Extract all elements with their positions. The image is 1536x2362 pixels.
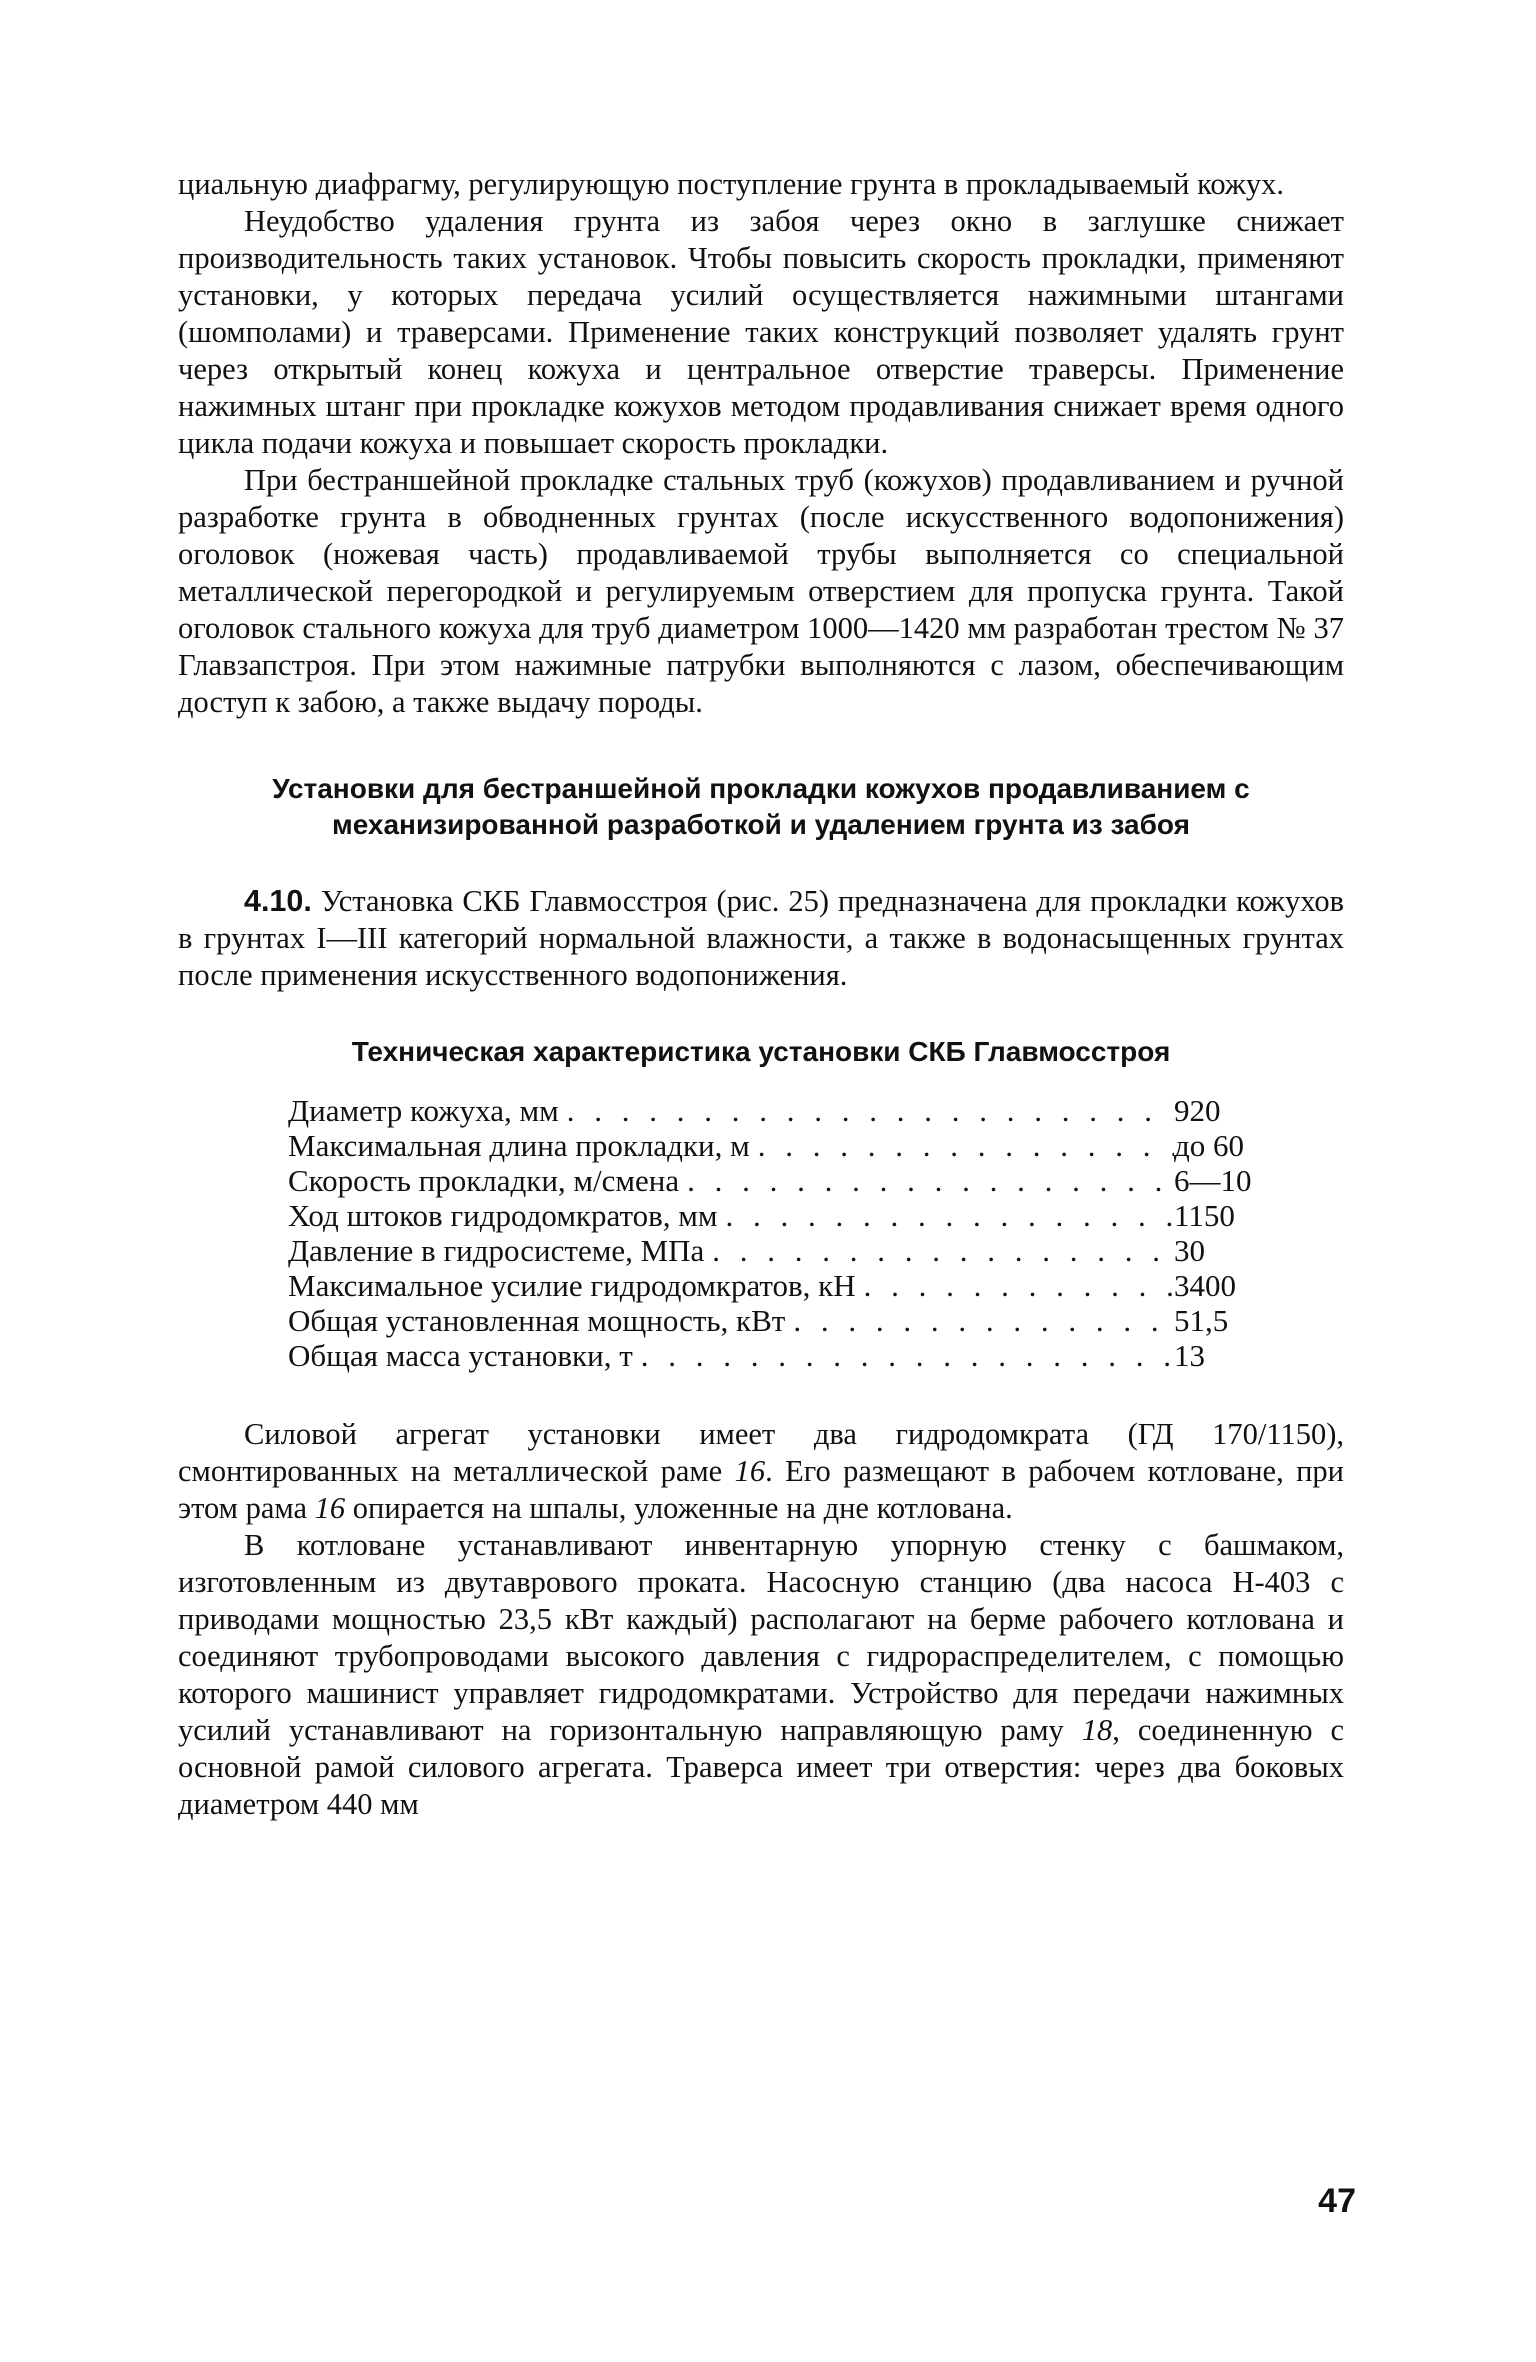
paragraph-3: При бестраншейной прокладке стальных труб (кожухов) продавливанием и ручной разработке грунта в обводненных грунтах (после искусственного водопонижения) оголовок (ножевая часть) продавливаемой трубы выполняется со специальной металлической перегородкой и регулируемым отверстием для пропуска грунта. Такой оголовок стального кожуха для труб диаметром 1000—1420 мм разработан трестом № 37 Главзапстроя. При этом нажимные патрубки выполняются с лазом, обеспечивающим доступ к забою, а также выдачу породы. [178, 463, 1344, 719]
spec-row [288, 1232, 1254, 1267]
leader-dots [785, 1302, 1174, 1339]
spec-label: Диаметр кожуха, мм [288, 1093, 559, 1128]
paragraph-4-text: Установка СКБ Главмосстроя (рис. 25) предназначена для прокладки кожухов в грунтах I—III категорий нормальной влажности, а также в водонасыщенных грунтах после применения искусственного водопонижения. [178, 884, 1344, 992]
paragraph-6-part: В котловане устанавливают инвентарную упорную стенку с башмаком, изготовленным из двутаврового проката. Насосную станцию (два насоса Н-403 с приводами мощностью 23,5 кВт каждый) располагают на берме рабочего котлована и соединяют трубопроводами высокого давления с гидрораспределителем, с помощью которого машинист управляет гидродомкратами. Устройство для передачи нажимных усилий устанавливают на горизонтальную направляющую раму [178, 1528, 1344, 1747]
spec-label: Давление в гидросистеме, МПа [288, 1233, 705, 1268]
leader-dots [856, 1267, 1174, 1304]
paragraph-6 [178, 1527, 1344, 1823]
spec-label: Общая установленная мощность, кВт [288, 1303, 786, 1338]
spec-label: Общая масса установки, т [288, 1338, 633, 1373]
leader-dots [717, 1197, 1174, 1234]
page-number: 47 [1318, 2182, 1356, 2220]
spec-value: 6—10 [1174, 1163, 1252, 1198]
leader-dots [704, 1232, 1174, 1269]
section-heading: Установки для бестраншейной прокладки кожухов продавливанием с механизированной разработкой и удалением грунта из забоя [272, 773, 1250, 840]
spec-value: до 60 [1174, 1128, 1245, 1163]
spec-label: Максимальная длина прокладки, м [288, 1128, 750, 1163]
paragraph-5-part: опирается на шпалы, уложенные на дне котлована. [345, 1491, 1013, 1525]
paragraph-5-part: . Его размещают в рабочем котловане, при этом рама [178, 1454, 1344, 1525]
spec-row [288, 1197, 1254, 1232]
clause-number: 4.10. [244, 884, 312, 918]
figure-ref: 16 [734, 1454, 766, 1488]
page-text [178, 166, 1344, 1823]
spec-label: Максимальное усилие гидродомкратов, кН [288, 1268, 856, 1303]
spec-row [288, 1302, 1254, 1337]
paragraph-2: Неудобство удаления грунта из забоя через окно в заглушке снижает производительность таких установок. Чтобы повысить скорость прокладки, применяют установки, у которых передача усилий осуществляется нажимными штангами (шомполами) и траверсами. Применение таких конструкций позволяет удалять грунт через открытый конец кожуха и центральное отверстие траверсы. Применение нажимных штанг при прокладке кожухов методом продавливания снижает время одного цикла подачи кожуха и повышает скорость прокладки. [178, 204, 1344, 460]
spec-value: 51,5 [1174, 1303, 1229, 1338]
spec-row [288, 1092, 1254, 1127]
figure-ref: 18 [1081, 1713, 1113, 1747]
leader-dots [633, 1337, 1174, 1374]
spec-row [288, 1267, 1254, 1302]
spec-label: Ход штоков гидродомкратов, мм [288, 1198, 718, 1233]
specs-heading: Техническая характеристика установки СКБ Главмосстроя [351, 1036, 1171, 1067]
paragraph-4 [178, 883, 1344, 994]
spec-row [288, 1127, 1254, 1162]
spec-row [288, 1162, 1254, 1197]
paragraph-1: циальную диафрагму, регулирующую поступление грунта в прокладываемый кожух. [178, 167, 1285, 201]
spec-value: 920 [1174, 1093, 1221, 1128]
spec-value: 3400 [1174, 1268, 1236, 1303]
specs-list [288, 1092, 1254, 1372]
leader-dots [679, 1162, 1174, 1199]
leader-dots [559, 1092, 1174, 1129]
paragraph-5 [178, 1416, 1344, 1527]
paragraph-5-part: Силовой агрегат установки имеет два гидродомкрата (ГД 170/1150), смонтированных на металлической раме [178, 1417, 1344, 1488]
figure-ref: 16 [314, 1491, 346, 1525]
spec-value: 13 [1174, 1338, 1205, 1373]
spec-value: 30 [1174, 1233, 1205, 1268]
leader-dots [750, 1127, 1174, 1164]
spec-label: Скорость прокладки, м/смена [288, 1163, 680, 1198]
spec-value: 1150 [1174, 1198, 1235, 1233]
spec-row [288, 1337, 1254, 1372]
paragraph-6-part: , соединенную с основной рамой силового агрегата. Траверса имеет три отверстия: через два боковых диаметром 440 мм [178, 1713, 1344, 1821]
